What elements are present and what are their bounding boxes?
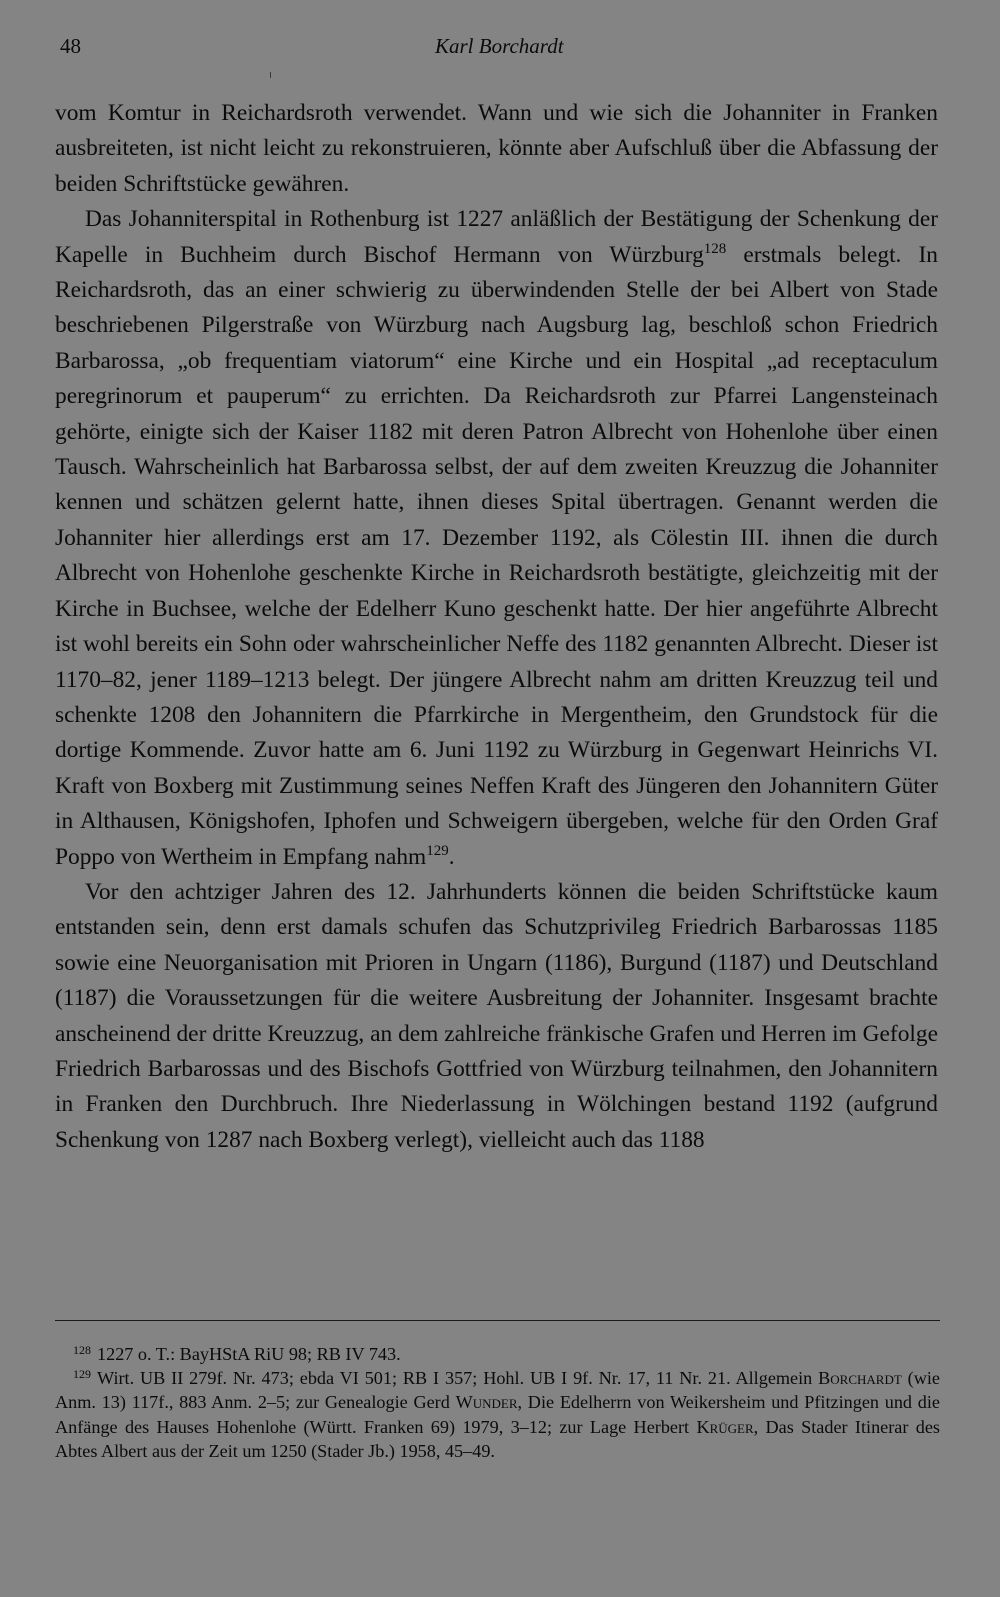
scan-mark bbox=[270, 72, 271, 78]
footnote-text: (wie Anm. 13) 117f., 883 Anm. 2–5; zur Genealogie Gerd bbox=[55, 1368, 940, 1413]
paragraph-text: Vor den achtziger Jahren des 12. Jahrhunderts können die beiden Schriftstücke kaum entstanden sein, denn erst damals schufen das Schutzprivileg Friedrich Barbarossas 1185 sowie eine Neuorganisation mit Prioren in Ungarn (1186), Burgund (1187) und Deutschland (1187) die Voraussetzungen für die weitere Ausbreitung der Johanniter. Insgesamt brachte anscheinend der dritte Kreuzzug, an dem zahlreiche fränkische Grafen und Herren im Gefolge Friedrich Barbarossas und des Bischofs Gottfried von Würzburg teilnahmen, den Johannitern in Franken den Durchbruch. Ihre Niederlassung in Wölchingen bestand 1192 (aufgrund Schenkung von 1287 nach Boxberg verlegt), vielleicht auch das 1188 bbox=[55, 878, 938, 1153]
body-text bbox=[55, 96, 938, 1158]
author-name: Krüger bbox=[696, 1416, 754, 1437]
paragraph-text: Das Johanniterspital in Rothenburg ist 1227 anläßlich der Bestätigung der Schenkung der Kapelle in Buchheim durch Bischof Hermann von Würzburg bbox=[55, 206, 938, 268]
footnote-text: , Das Stader Itinerar des Abtes Albert aus der Zeit um 1250 (Stader Jb.) 1958, 45–49. bbox=[55, 1416, 940, 1461]
footnote-ref: 128 bbox=[703, 240, 727, 257]
author-name: Borchardt bbox=[818, 1368, 902, 1389]
footnote bbox=[55, 1342, 940, 1366]
paragraph-text: . bbox=[448, 843, 455, 870]
page-header bbox=[60, 34, 940, 64]
footnote bbox=[55, 1366, 940, 1463]
footnote-rule bbox=[55, 1320, 940, 1321]
paragraph-text: vom Komtur in Reichardsroth verwendet. Wann und wie sich die Johanniter in Franken ausbreiteten, ist nicht leicht zu rekonstruieren, könnte aber Aufschluß über die Abfassung der beiden Schriftstücke gewähren. bbox=[55, 100, 938, 197]
footnote-text: 1227 o. T.: BayHStA RiU 98; RB IV 743. bbox=[97, 1344, 401, 1364]
footnote-text: , Die Edelherrn von Weikersheim und Pfitzingen und die Anfänge des Hauses Hohenlohe (Württ. Franken 69) 1979, 3–12; zur Lage Herbert bbox=[55, 1392, 940, 1437]
footnotes bbox=[55, 1342, 940, 1463]
paragraph bbox=[55, 96, 938, 202]
paragraph bbox=[55, 202, 938, 875]
footnote-text: Wirt. UB II 279f. Nr. 473; ebda VI 501; RB I 357; Hohl. UB I 9f. Nr. 17, 11 Nr. 21. Allgemein bbox=[97, 1368, 819, 1389]
page-number: 48 bbox=[60, 34, 81, 58]
running-head: Karl Borchardt bbox=[435, 34, 564, 58]
author-name: Wunder bbox=[455, 1392, 518, 1413]
paragraph-text: erstmals belegt. In Reichardsroth, das an einer schwierig zu überwindenden Stelle der bei Albert von Stade beschriebenen Pilgerstraße von Würzburg nach Augsburg lag, beschloß schon Friedrich Barbarossa, „ob frequentiam viatorum“ eine Kirche und ein Hospital „ad receptaculum peregrinorum et pauperum“ zu errichten. Da Reichardsroth zur Pfarrei Langensteinach gehörte, einigte sich der Kaiser 1182 mit deren Patron Albrecht von Hohenlohe über einen Tausch. Wahrscheinlich hat Barbarossa selbst, der auf dem zweiten Kreuzzug die Johanniter kennen und schätzen gelernt hatte, ihnen dieses Spital übertragen. Genannt werden die Johanniter hier allerdings erst am 17. Dezember 1192, als Cölestin III. ihnen die durch Albrecht von Hohenlohe geschenkte Kirche in Reichardsroth bestätigte, gleichzeitig mit der Kirche in Buchsee, welche der Edelherr Kuno geschenkt hatte. Der hier angeführte Albrecht ist wohl bereits ein Sohn oder wahrscheinlicher Neffe des 1182 genannten Albrecht. Dieser ist 1170–82, jener 1189–1213 belegt. Der jüngere Albrecht nahm am dritten Kreuzzug teil und schenkte 1208 den Johannitern die Pfarrkirche in Mergentheim, den Grundstock für die dortige Kommende. Zuvor hatte am 6. Juni 1192 zu Würzburg in Gegenwart Heinrichs VI. Kraft von Boxberg mit Zustimmung seines Neffen Kraft des Jüngeren den Johannitern Güter in Althausen, Königshofen, Iphofen und Schweigern übergeben, welche für den Orden Graf Poppo von Wertheim in Empfang nahm bbox=[55, 241, 938, 870]
footnote-ref: 129 bbox=[426, 842, 449, 859]
paragraph bbox=[55, 875, 938, 1158]
footnote-number: 128 bbox=[73, 1343, 91, 1357]
footnote-number: 129 bbox=[73, 1367, 91, 1382]
